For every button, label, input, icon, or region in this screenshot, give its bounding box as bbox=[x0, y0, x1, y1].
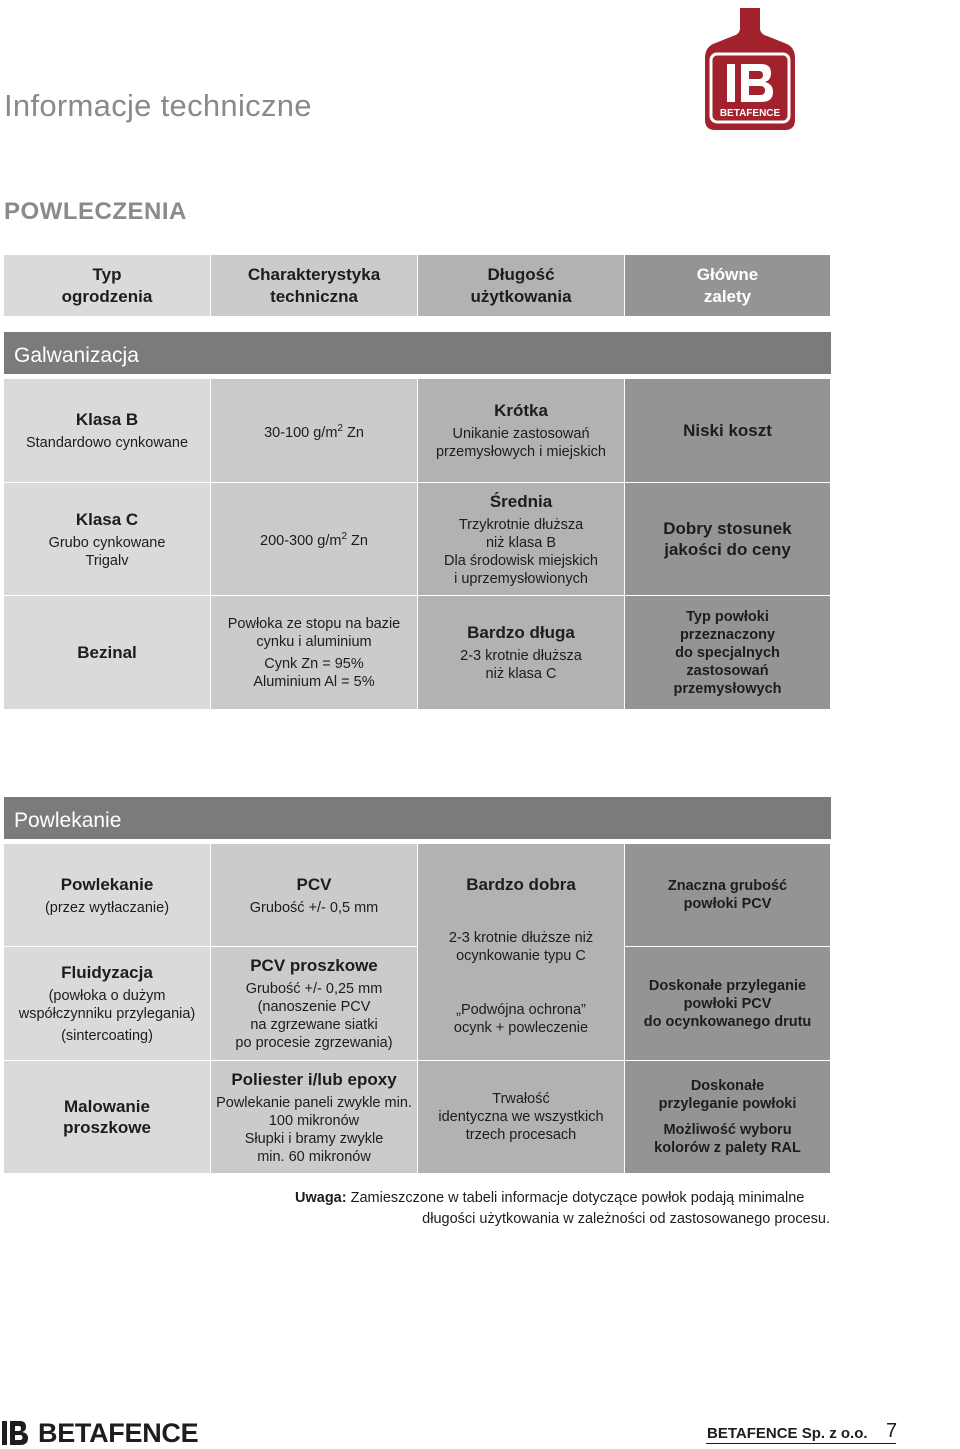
header-col-advantages bbox=[625, 255, 831, 317]
footer-underline bbox=[706, 1443, 896, 1444]
spec-title: PCV bbox=[296, 874, 332, 894]
life-line: ocynkowanie typu C bbox=[456, 948, 586, 964]
spec-title: PCV proszkowe bbox=[250, 956, 378, 975]
type-title: Powlekanie bbox=[60, 874, 154, 894]
spec-sub: na zgrzewane siatki bbox=[250, 1017, 378, 1033]
logo-text: BETAFENCE bbox=[719, 108, 781, 119]
life-title: Bardzo długa bbox=[467, 623, 575, 642]
footnote-line2: długości użytkowania w zależności od zastosowanego procesu. bbox=[422, 1211, 830, 1227]
type-sub: (sintercoating) bbox=[61, 1028, 153, 1044]
advantage-text: powłoki PCV bbox=[683, 995, 772, 1012]
powl-row1-advantage bbox=[625, 844, 831, 947]
header-col-life-line1: Długość bbox=[487, 264, 555, 284]
galw-row2-spec bbox=[211, 483, 418, 596]
life-line: identyczna we wszystkich bbox=[438, 1109, 604, 1125]
header-col-life-line2: użytkowania bbox=[470, 286, 572, 306]
type-sub: współczynniku przylegania) bbox=[18, 1006, 196, 1022]
section-bar-powlekanie: Powlekanie bbox=[4, 797, 831, 839]
spec-sub: Słupki i bramy zwykle bbox=[244, 1130, 384, 1147]
galw-row1-advantage bbox=[625, 379, 831, 483]
galw-row1-spec bbox=[211, 379, 418, 483]
life-line: „Podwójna ochrona” bbox=[456, 1002, 586, 1018]
powl-row12-life bbox=[418, 844, 625, 1061]
advantage-text: Typ powłoki bbox=[686, 608, 769, 625]
life-sub: Unikanie zastosowań bbox=[452, 426, 590, 442]
page-number: 7 bbox=[886, 1420, 898, 1442]
advantage-text: Znaczna grubość bbox=[667, 878, 788, 894]
advantage-text: do ocynkowanego drutu bbox=[643, 1013, 812, 1030]
type-title: Fluidyzacja bbox=[61, 963, 153, 982]
spec-unit: Zn bbox=[342, 424, 364, 441]
footer-logo bbox=[2, 1418, 198, 1448]
life-line: 2-3 krotnie dłuższe niż bbox=[448, 930, 594, 946]
powl-row2-type bbox=[4, 947, 211, 1061]
section-bar-galwanizacja: Galwanizacja bbox=[4, 332, 831, 374]
type-title: Malowanie bbox=[64, 1097, 150, 1116]
spec-sub: Powlekanie paneli zwykle min. bbox=[216, 1094, 412, 1111]
type-sub: Standardowo cynkowane bbox=[25, 435, 189, 451]
powl-row3-advantage bbox=[625, 1061, 831, 1174]
spec-value bbox=[260, 528, 368, 550]
life-sub: przemysłowych i miejskich bbox=[435, 444, 606, 460]
advantage-text: jakości do ceny bbox=[664, 540, 791, 559]
life-sub: niż klasa C bbox=[485, 666, 557, 682]
type-title: Bezinal bbox=[77, 643, 137, 662]
galw-row2-type bbox=[4, 483, 211, 596]
advantage-text: Niski koszt bbox=[683, 421, 772, 440]
life-title: Krótka bbox=[494, 401, 548, 420]
advantage-text: Doskonałe bbox=[690, 1078, 765, 1094]
header-col-spec-line2: techniczna bbox=[270, 286, 358, 306]
header-col-type-line2: ogrodzenia bbox=[61, 286, 153, 306]
galw-row3-type bbox=[4, 596, 211, 710]
type-title: Klasa C bbox=[75, 509, 139, 529]
advantage-text: zastosowań bbox=[686, 662, 769, 679]
spec-line: cynku i aluminium bbox=[256, 633, 372, 650]
type-title: proszkowe bbox=[63, 1118, 151, 1137]
advantage-text: Dobry stosunek bbox=[663, 519, 792, 538]
footer-company: BETAFENCE Sp. z o.o. bbox=[707, 1425, 868, 1442]
header-col-type-line1: Typ bbox=[92, 264, 122, 284]
advantage-text: Możliwość wyboru bbox=[663, 1122, 792, 1138]
type-sub: Trigalv bbox=[85, 552, 129, 569]
spec-line: Aluminium Al = 5% bbox=[253, 673, 375, 690]
type-title: Klasa B bbox=[75, 410, 139, 429]
section-title: POWLECZENIA bbox=[4, 198, 187, 225]
galw-row1-type bbox=[4, 379, 211, 483]
advantage-text: przemysłowych bbox=[673, 680, 782, 697]
life-title: Bardzo dobra bbox=[466, 875, 576, 894]
life-line: Trwałość bbox=[492, 1091, 550, 1107]
powl-row2-spec bbox=[211, 947, 418, 1061]
footer-brand: BETAFENCE bbox=[38, 1417, 199, 1448]
advantage-text: Doskonałe przyleganie bbox=[648, 977, 807, 994]
powl-row3-spec bbox=[211, 1061, 418, 1174]
type-sub: (powłoka o dużym bbox=[48, 988, 166, 1004]
spec-sub: 100 mikronów bbox=[268, 1112, 360, 1129]
header-col-spec bbox=[211, 255, 418, 317]
spec-sub: Grubość +/- 0,25 mm bbox=[245, 981, 383, 997]
header-col-spec-line1: Charakterystyka bbox=[247, 264, 381, 284]
advantage-text: przyleganie powłoki bbox=[658, 1096, 797, 1112]
header-col-life bbox=[418, 255, 625, 317]
advantage-text: powłoki PCV bbox=[683, 896, 772, 912]
header-col-adv-line1: Główne bbox=[696, 264, 759, 284]
life-title: Średnia bbox=[489, 491, 553, 511]
powl-row3-life bbox=[418, 1061, 625, 1174]
header-col-adv-line2: zalety bbox=[703, 286, 752, 306]
galw-row1-life bbox=[418, 379, 625, 483]
powl-row1-spec bbox=[211, 844, 418, 947]
galw-row3-life bbox=[418, 596, 625, 710]
life-line: trzech procesach bbox=[465, 1127, 577, 1143]
spec-superscript: 2 bbox=[341, 531, 348, 543]
spec-unit: Zn bbox=[347, 532, 368, 549]
spec-sub: Grubość +/- 0,5 mm bbox=[249, 899, 379, 916]
galw-row2-advantage bbox=[625, 483, 831, 596]
spec-line: Cynk Zn = 95% bbox=[264, 655, 364, 672]
advantage-text: przeznaczony bbox=[679, 626, 776, 643]
powl-row1-type bbox=[4, 844, 211, 947]
galw-row3-advantage bbox=[625, 596, 831, 710]
spec-sub: (nanoszenie PCV bbox=[257, 999, 371, 1015]
galw-row2-life bbox=[418, 483, 625, 596]
life-sub: Trzykrotnie dłuższa bbox=[458, 516, 584, 533]
spec-title: Poliester i/lub epoxy bbox=[231, 1069, 397, 1089]
spec-value-text: 30-100 g/m bbox=[264, 424, 338, 441]
advantage-text: kolorów z palety RAL bbox=[654, 1140, 801, 1156]
life-sub: niż klasa B bbox=[485, 534, 557, 551]
life-line: ocynk + powleczenie bbox=[453, 1020, 589, 1036]
footnote-line1: Zamieszczone w tabeli informacje dotyczące powłok podają minimalne bbox=[346, 1190, 805, 1206]
life-sub: i uprzemysłowionych bbox=[454, 570, 588, 587]
page-title: Informacje techniczne bbox=[4, 88, 312, 123]
type-sub: Grubo cynkowane bbox=[48, 534, 166, 551]
footnote bbox=[295, 1188, 835, 1230]
betafence-mark-icon bbox=[2, 1421, 28, 1445]
galw-row3-spec bbox=[211, 596, 418, 710]
type-sub: (przez wytłaczanie) bbox=[44, 899, 170, 916]
spec-sub: min. 60 mikronów bbox=[257, 1148, 371, 1165]
footnote-label: Uwaga: bbox=[295, 1190, 347, 1206]
spec-superscript: 2 bbox=[337, 422, 343, 434]
header-col-type bbox=[4, 255, 211, 317]
betafence-logo bbox=[705, 8, 795, 130]
spec-value bbox=[264, 420, 364, 442]
life-sub: Dla środowisk miejskich bbox=[444, 552, 598, 569]
spec-value-text: 200-300 g/m bbox=[260, 532, 342, 549]
spec-line: Powłoka ze stopu na bazie bbox=[227, 615, 401, 632]
advantage-text: do specjalnych bbox=[675, 644, 780, 661]
life-sub: 2-3 krotnie dłuższa bbox=[460, 648, 582, 664]
powl-row3-type bbox=[4, 1061, 211, 1174]
powl-row2-advantage bbox=[625, 947, 831, 1061]
spec-sub: po procesie zgrzewania) bbox=[235, 1035, 393, 1051]
